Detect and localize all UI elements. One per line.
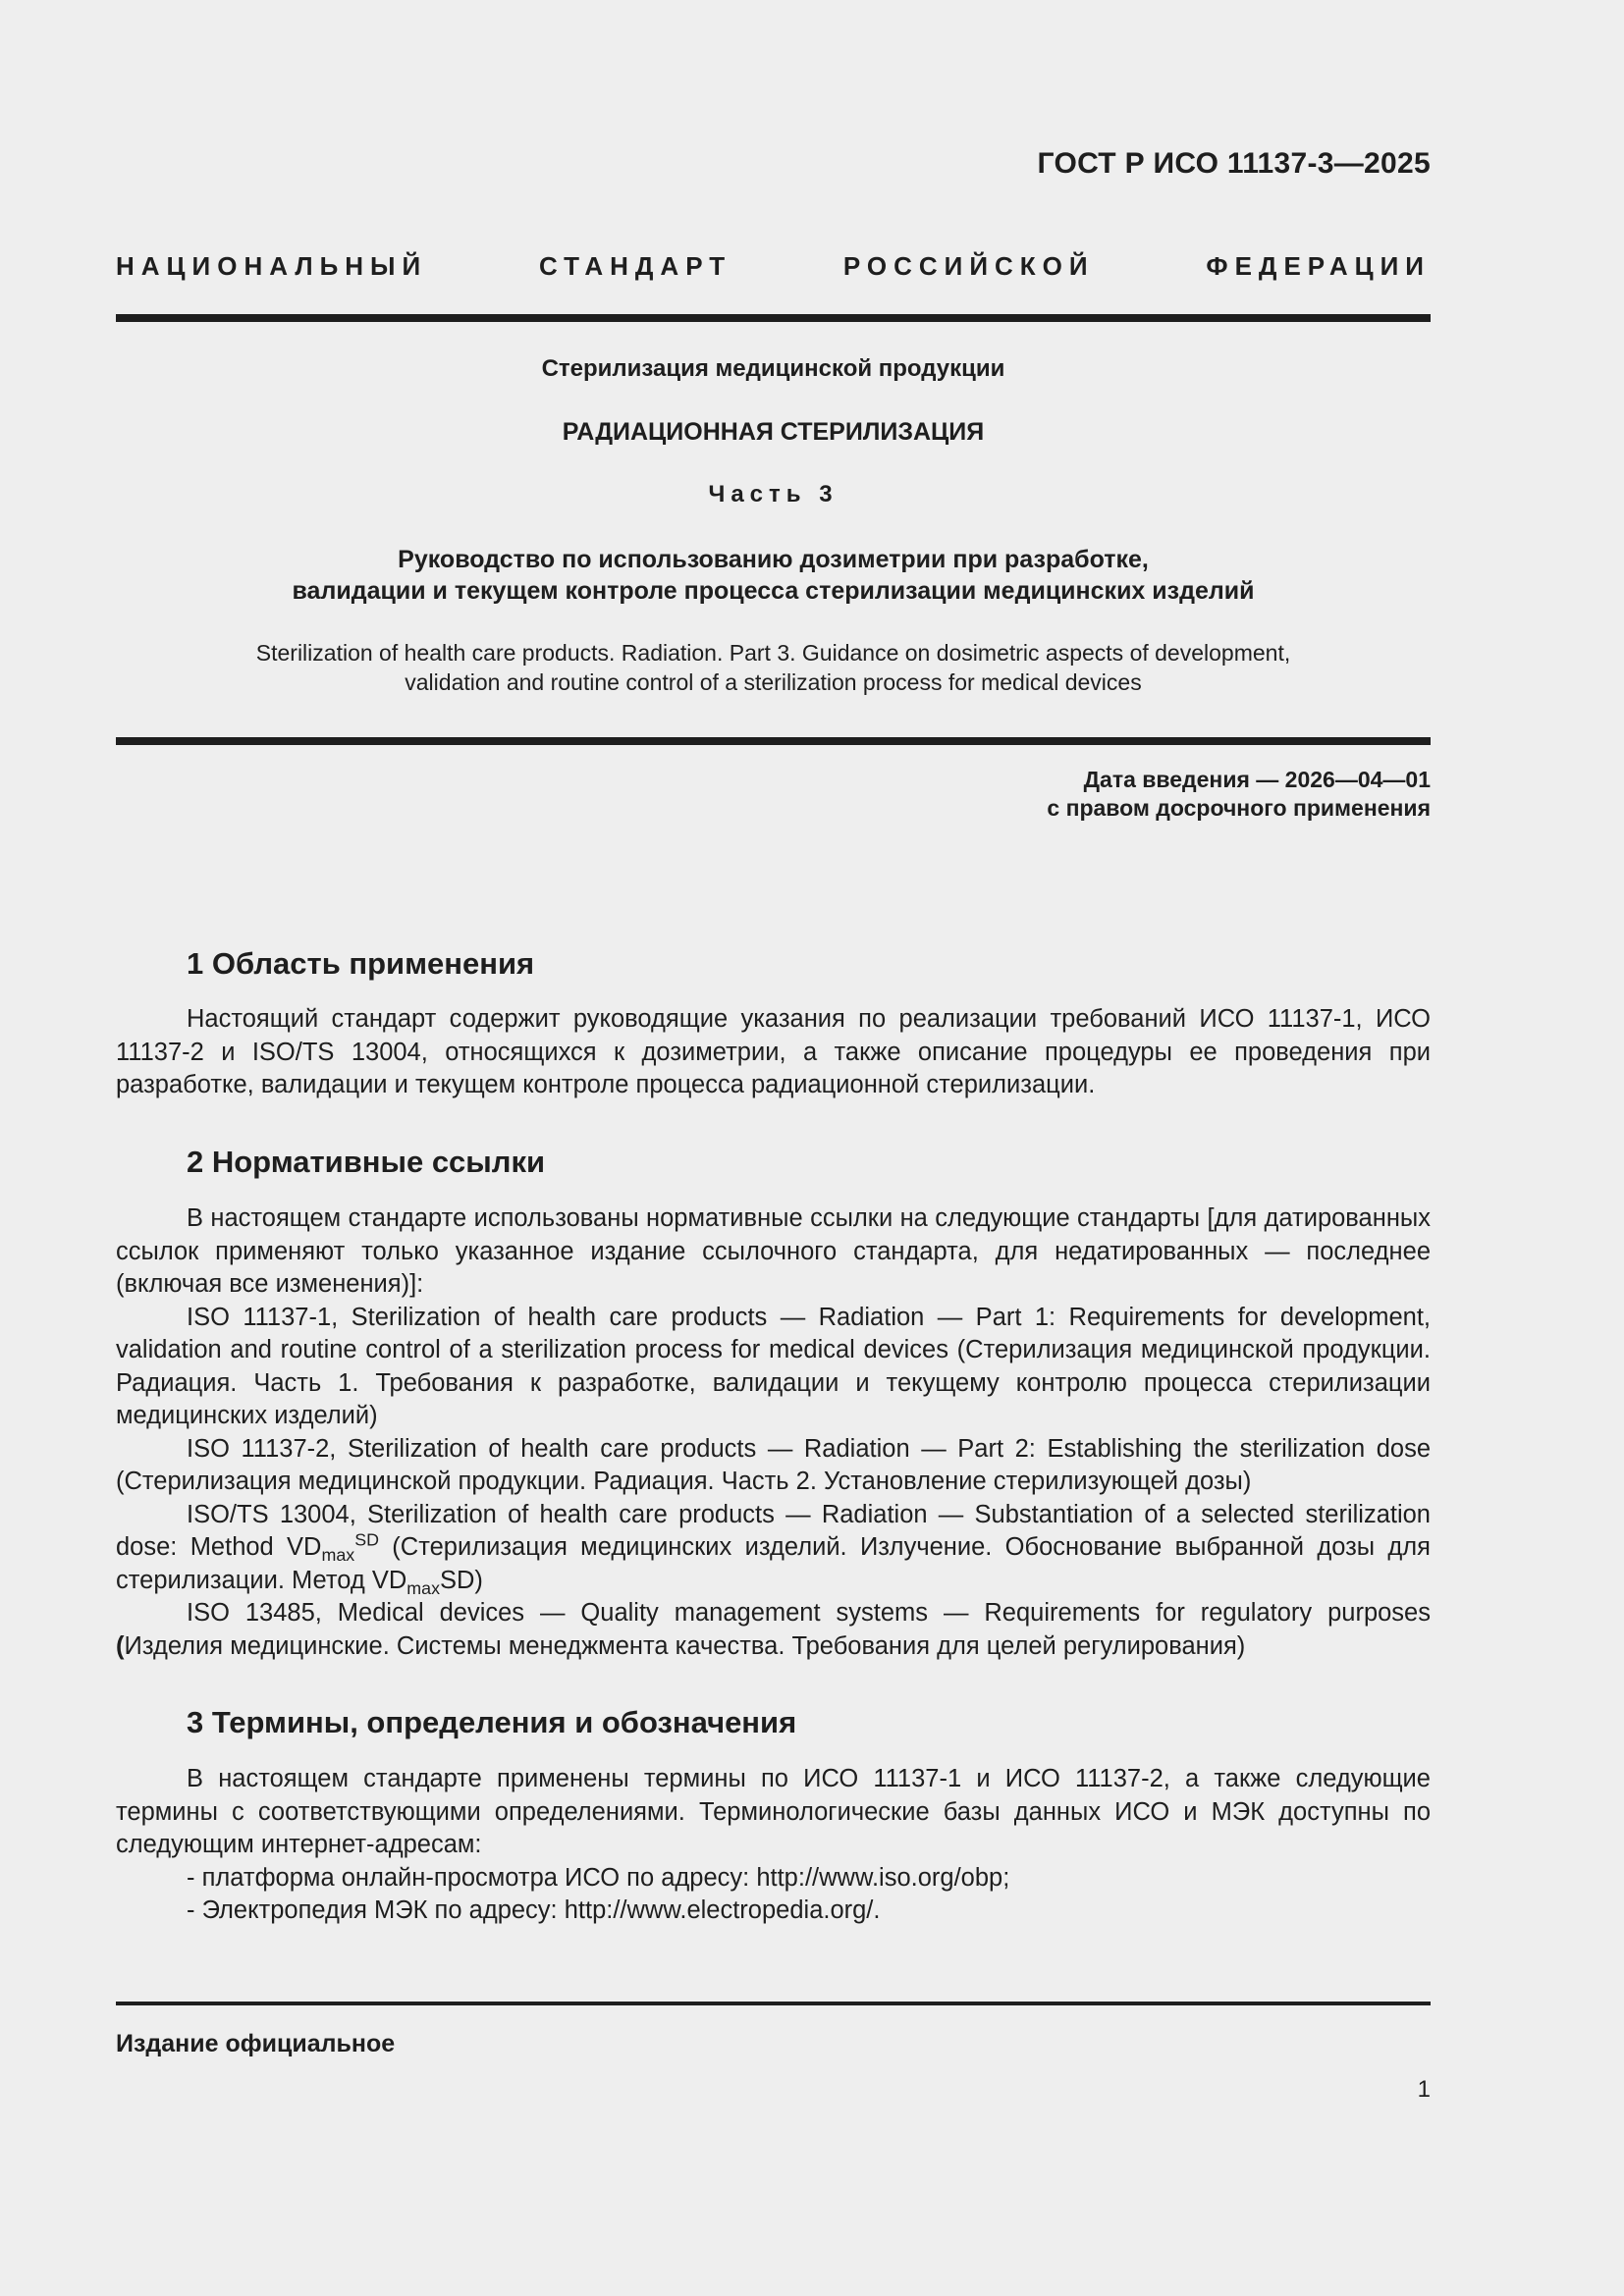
title-bottom-rule (116, 737, 1431, 745)
ref4-text-a: ISO 13485, Medical devices — Quality management systems — Requirements for regulatory purposes (187, 1599, 1431, 1627)
title-subtitle-line2: валидации и текущем контроле процесса стерилизации медицинских изделий (292, 577, 1255, 605)
section2-body (116, 1202, 1431, 1663)
document-code: ГОСТ Р ИСО 11137-3—2025 (1037, 147, 1431, 180)
section1-heading: 1 Область применения (187, 946, 535, 981)
early-application-note: с правом досрочного применения (1047, 795, 1431, 821)
section1-paragraph: Настоящий стандарт содержит руководящие указания по реализации требований ИСО 11137-1, ИСО 11137-2 и ISO/TS 13004, относящихся к дозиметрии, а также описание процедуры ее проведения при разработке, валидации и текущем контроле процесса радиационной стерилизации. (116, 1005, 1431, 1098)
section2-intro: В настоящем стандарте использованы нормативные ссылки на следующие стандарты [для датированных ссылок применяют только указанное издание ссылочного стандарта, для недатированных — последнее (включая все изменения)]: (116, 1204, 1431, 1298)
reference-iso-11137-1: ISO 11137-1, Sterilization of health care products — Radiation — Part 1: Requirements for development, validation and routine control of a sterilization process for medical devices (Стерилизация медицинской продукции. Радиация. Часть 1. Требования к разработке, валидации и текущему контролю процесса стерилизации медицинских изделий) (116, 1303, 1431, 1429)
title-subtitle-line1: Руководство по использованию дозиметрии при разработке, (398, 546, 1149, 573)
title-main: Стерилизация медицинской продукции (541, 355, 1005, 382)
introduction-date: Дата введения — 2026—04—01 (1083, 767, 1431, 792)
footer-rule (116, 2002, 1431, 2005)
section2-heading: 2 Нормативные ссылки (187, 1145, 546, 1179)
ref3-text-b: (Стерилизация медицинских изделий. Излучение. Обоснование выбранной дозы для стерилизации. Метод VD (116, 1533, 1431, 1594)
title-english (116, 638, 1431, 697)
ref3-text-a: ISO/TS 13004, Sterilization of health care products — Radiation — Substantiation of a selected sterilization dose: Method VD (116, 1500, 1431, 1561)
national-standard-banner: НАЦИОНАЛЬНЫЙ СТАНДАРТ РОССИЙСКОЙ ФЕДЕРАЦИИ (116, 251, 1431, 281)
section3-body (116, 1763, 1431, 1928)
ref4-paren: ( (116, 1631, 125, 1660)
section3-heading: 3 Термины, определения и обозначения (187, 1705, 797, 1739)
title-english-line1: Sterilization of health care products. Radiation. Part 3. Guidance on dosimetric aspects of development, (255, 640, 1291, 666)
title-subtitle (116, 544, 1431, 607)
ref3-text-c: SD) (440, 1566, 483, 1594)
ref4-text-b: Изделия медицинские. Системы менеджмента качества. Требования для целей регулирования) (124, 1631, 1246, 1660)
ref3-subscript-2: max (406, 1577, 440, 1598)
list-item-electropedia: - Электропедия МЭК по адресу: http://www.electropedia.org/. (187, 1896, 881, 1924)
list-item-iso-obp: - платформа онлайн-просмотра ИСО по адресу: http://www.iso.org/obp; (187, 1863, 1010, 1892)
ref3-subscript-1: max (321, 1545, 355, 1566)
top-rule (116, 314, 1431, 322)
reference-iso-13485 (116, 1597, 1431, 1663)
page-number: 1 (1417, 2076, 1431, 2103)
official-edition-label: Издание официальное (116, 2030, 396, 2057)
title-caps: РАДИАЦИОННАЯ СТЕРИЛИЗАЦИЯ (562, 418, 985, 446)
section3-intro: В настоящем стандарте применены термины по ИСО 11137-1 и ИСО 11137-2, а также следующие термины с соответствующими определениями. Терминологические базы данных ИСО и МЭК доступны по следующим интернет-адресам: (116, 1765, 1431, 1858)
section1-body (116, 1003, 1431, 1102)
reference-iso-ts-13004 (116, 1499, 1431, 1598)
ref3-superscript-1: SD (354, 1529, 379, 1550)
title-part: Часть 3 (708, 481, 839, 507)
introduction-date-block (1047, 766, 1431, 823)
reference-iso-11137-2: ISO 11137-2, Sterilization of health care products — Radiation — Part 2: Establishing the sterilization dose (Стерилизация медицинской продукции. Радиация. Часть 2. Установление стерилизующей дозы) (116, 1434, 1431, 1495)
title-english-line2: validation and routine control of a sterilization process for medical devices (405, 669, 1142, 695)
